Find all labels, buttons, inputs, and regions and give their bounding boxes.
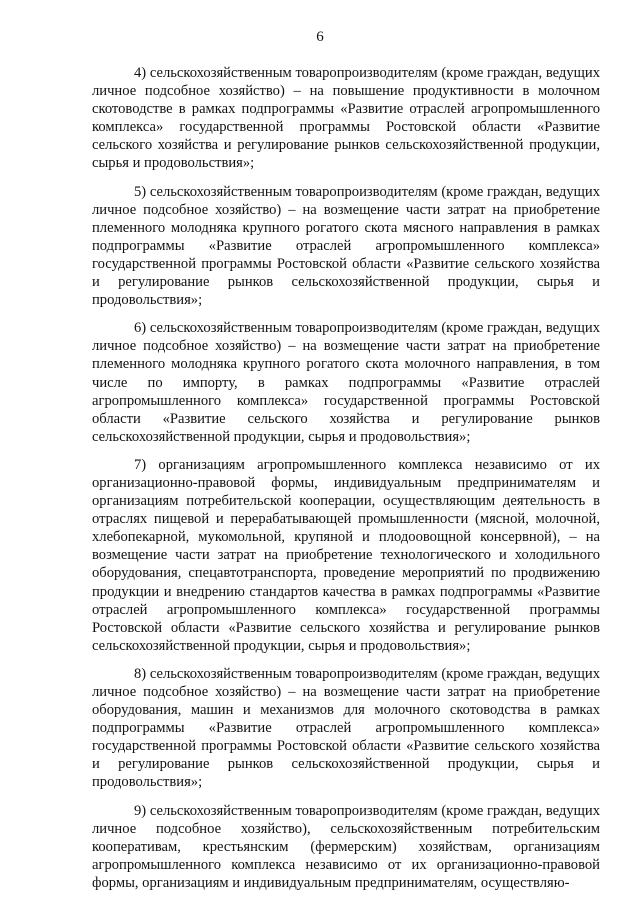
list-item-9: 9) сельскохозяйственным товаропроизводителям (кроме граждан, ведущих личное подсобное хозяйство), сельскохозяйственным потребительским кооперативам, крестьянским (фермерским) хозяйствам, организациям агропромышленного комплекса независимо от их организационно-правовой формы, организациям и индивидуальным предпринимателям, осуществляю- <box>92 802 600 891</box>
list-item-8: 8) сельскохозяйственным товаропроизводителям (кроме граждан, ведущих личное подсобное хозяйство) – на возмещение части затрат на приобретение оборудования, машин и механизмов для молочного скотоводства в рамках подпрограммы «Развитие отраслей агропромышленного комплекса» государственной программы Ростовской области «Развитие сельского хозяйства и регулирование рынков сельскохозяйственной продукции, сырья и продовольствия»; <box>92 665 600 791</box>
list-item-7: 7) организациям агропромышленного комплекса независимо от их организационно-правовой формы, индивидуальным предпринимателям и организациям потребительской кооперации, осуществляющим деятельность в отраслях пищевой и перерабатывающей промышленности (мясной, молочной, хлебопекарной, мукомольной, крупяной и плодоовощной консервной), – на возмещение части затрат на приобретение технологического и холодильного оборудования, спецавтотранспорта, проведение мероприятий по продвижению продукции и внедрению стандартов качества в рамках подпрограммы «Развитие отраслей агропромышленного комплекса» государственной программы Ростовской области «Развитие сельского хозяйства и регулирование рынков сельскохозяйственной продукции, сырья и продовольствия»; <box>92 456 600 654</box>
list-item-6: 6) сельскохозяйственным товаропроизводителям (кроме граждан, ведущих личное подсобное хозяйство) – на возмещение части затрат на приобретение племенного молодняка крупного рогатого скота молочного направления, в том числе по импорту, в рамках подпрограммы «Развитие отраслей агропромышленного комплекса» государственной программы Ростовской области «Развитие сельского хозяйства и регулирование рынков сельскохозяйственной продукции, сырья и продовольствия»; <box>92 320 600 445</box>
list-item-5: 5) сельскохозяйственным товаропроизводителям (кроме граждан, ведущих личное подсобное хозяйство) – на возмещение части затрат на приобретение племенного молодняка крупного рогатого скота мясного направления в рамках подпрограммы «Развитие отраслей агропромышленного комплекса» государственной программы Ростовской области «Развитие сельского хозяйства и регулирование рынков сельскохозяйственной продукции, сырья и продовольствия»; <box>92 183 600 309</box>
page-number: 6 <box>316 29 324 45</box>
document-body <box>92 64 600 902</box>
list-item-4: 4) сельскохозяйственным товаропроизводителям (кроме граждан, ведущих личное подсобное хозяйство) – на повышение продуктивности в молочном скотоводстве в рамках подпрограммы «Развитие отраслей агропромышленного комплекса» государственной программы Ростовской области «Развитие сельского хозяйства и регулирование рынков сельскохозяйственной продукции, сырья и продовольствия»; <box>92 65 600 172</box>
